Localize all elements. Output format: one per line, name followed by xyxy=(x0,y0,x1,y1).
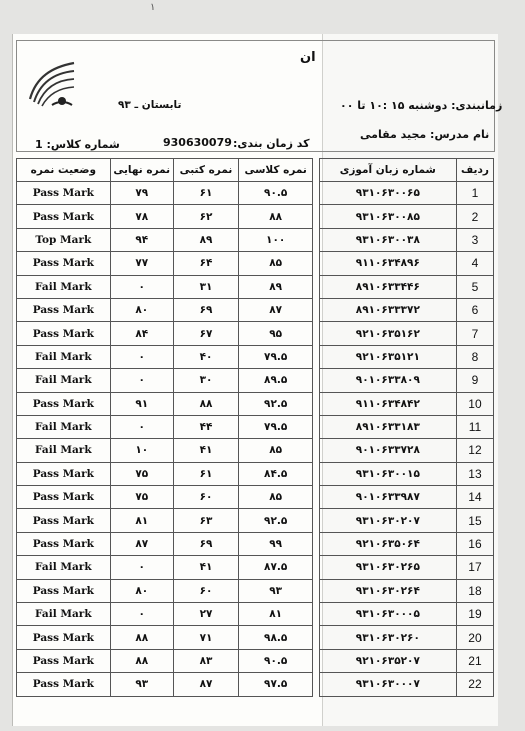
class-grade-cell: ۸۷ xyxy=(239,298,313,321)
col-header-final: نمره نهایی xyxy=(110,159,173,182)
row-number-cell: 20 xyxy=(456,626,493,649)
written-grade-cell: ۶۱ xyxy=(173,462,238,485)
class-grade-cell: ۹۰.۵ xyxy=(239,182,313,205)
table-row xyxy=(17,415,494,438)
student-id-cell: ۸۹۱۰۶۳۳۱۸۳ xyxy=(319,415,456,438)
status-cell: Pass Mark xyxy=(17,298,111,321)
col-header-written: نمره کتبی xyxy=(173,159,238,182)
status-cell: Pass Mark xyxy=(17,509,111,532)
final-grade-cell: ۷۷ xyxy=(110,252,173,275)
class-number: شماره کلاس: 1 xyxy=(35,138,120,151)
written-grade-cell: ۴۴ xyxy=(173,415,238,438)
table-row xyxy=(17,532,494,555)
table-row xyxy=(17,345,494,368)
written-grade-cell: ۶۳ xyxy=(173,509,238,532)
written-grade-cell: ۳۰ xyxy=(173,369,238,392)
status-cell: Fail Mark xyxy=(17,603,111,626)
student-id-cell: ۹۰۱۰۶۳۳۹۸۷ xyxy=(319,486,456,509)
row-number-cell: 9 xyxy=(456,369,493,392)
student-id-cell: ۸۹۱۰۶۳۳۳۷۲ xyxy=(319,298,456,321)
status-cell: Pass Mark xyxy=(17,673,111,696)
table-row xyxy=(17,182,494,205)
table-row xyxy=(17,603,494,626)
table-row xyxy=(17,579,494,602)
status-cell: Pass Mark xyxy=(17,252,111,275)
class-grade-cell: ۹۲.۵ xyxy=(239,392,313,415)
final-grade-cell: ۹۱ xyxy=(110,392,173,415)
status-cell: Fail Mark xyxy=(17,345,111,368)
written-grade-cell: ۴۱ xyxy=(173,556,238,579)
class-grade-cell: ۸۹ xyxy=(239,275,313,298)
written-grade-cell: ۸۹ xyxy=(173,228,238,251)
student-id-cell: ۹۳۱۰۶۳۰۰۸۵ xyxy=(319,205,456,228)
table-row xyxy=(17,228,494,251)
status-cell: Fail Mark xyxy=(17,275,111,298)
status-cell: Fail Mark xyxy=(17,439,111,462)
row-number-cell: 1 xyxy=(456,182,493,205)
course-code: 930630079 xyxy=(163,136,232,149)
final-grade-cell: ۰ xyxy=(110,603,173,626)
status-cell: Pass Mark xyxy=(17,532,111,555)
table-row xyxy=(17,322,494,345)
col-header-status: وضعیت نمره xyxy=(17,159,111,182)
row-number-cell: 11 xyxy=(456,415,493,438)
table-row xyxy=(17,275,494,298)
status-cell: Fail Mark xyxy=(17,556,111,579)
class-grade-cell: ۹۸.۵ xyxy=(239,626,313,649)
row-number-cell: 17 xyxy=(456,556,493,579)
row-number-cell: 12 xyxy=(456,439,493,462)
status-cell: Pass Mark xyxy=(17,392,111,415)
written-grade-cell: ۶۴ xyxy=(173,252,238,275)
class-grade-cell: ۷۹.۵ xyxy=(239,345,313,368)
class-grade-cell: ۸۵ xyxy=(239,252,313,275)
written-grade-cell: ۶۹ xyxy=(173,532,238,555)
row-number-cell: 21 xyxy=(456,649,493,672)
col-header-class: نمره کلاسی xyxy=(239,159,313,182)
status-cell: Pass Mark xyxy=(17,322,111,345)
status-cell: Pass Mark xyxy=(17,462,111,485)
table-row xyxy=(17,392,494,415)
student-id-cell: ۹۳۱۰۶۳۰۲۶۴ xyxy=(319,579,456,602)
table-row xyxy=(17,556,494,579)
status-cell: Top Mark xyxy=(17,228,111,251)
student-id-cell: ۹۳۱۰۶۳۰۰۱۵ xyxy=(319,462,456,485)
written-grade-cell: ۶۹ xyxy=(173,298,238,321)
final-grade-cell: ۸۰ xyxy=(110,579,173,602)
class-grade-cell: ۹۵ xyxy=(239,322,313,345)
class-grade-cell: ۸۸ xyxy=(239,205,313,228)
status-cell: Pass Mark xyxy=(17,182,111,205)
student-id-cell: ۹۳۱۰۶۳۰۰۶۵ xyxy=(319,182,456,205)
col-header-student-id: شماره زبان آموزی xyxy=(319,159,456,182)
student-id-cell: ۹۲۱۰۶۳۵۱۶۲ xyxy=(319,322,456,345)
student-id-cell: ۹۰۱۰۶۳۳۸۰۹ xyxy=(319,369,456,392)
status-cell: Pass Mark xyxy=(17,205,111,228)
course-code-label: کد زمان بندی: xyxy=(233,137,310,150)
final-grade-cell: ۹۳ xyxy=(110,673,173,696)
status-cell: Fail Mark xyxy=(17,369,111,392)
class-grade-cell: ۸۹.۵ xyxy=(239,369,313,392)
student-id-cell: ۸۹۱۰۶۳۳۴۴۶ xyxy=(319,275,456,298)
student-id-cell: ۹۳۱۰۶۳۰۲۶۵ xyxy=(319,556,456,579)
class-grade-cell: ۸۱ xyxy=(239,603,313,626)
final-grade-cell: ۰ xyxy=(110,556,173,579)
written-grade-cell: ۳۱ xyxy=(173,275,238,298)
final-grade-cell: ۱۰ xyxy=(110,439,173,462)
final-grade-cell: ۰ xyxy=(110,275,173,298)
written-grade-cell: ۴۱ xyxy=(173,439,238,462)
row-number-cell: 14 xyxy=(456,486,493,509)
written-grade-cell: ۲۷ xyxy=(173,603,238,626)
status-cell: Pass Mark xyxy=(17,486,111,509)
final-grade-cell: ۰ xyxy=(110,415,173,438)
written-grade-cell: ۶۱ xyxy=(173,182,238,205)
student-id-cell: ۹۲۱۰۶۳۵۰۶۴ xyxy=(319,532,456,555)
institute-logo-icon xyxy=(22,55,80,113)
row-number-cell: 7 xyxy=(456,322,493,345)
col-header-row-number: ردیف xyxy=(456,159,493,182)
student-id-cell: ۹۳۱۰۶۳۰۲۰۷ xyxy=(319,509,456,532)
class-grade-cell: ۸۵ xyxy=(239,486,313,509)
student-id-cell: ۹۳۱۰۶۳۰۰۰۷ xyxy=(319,673,456,696)
status-cell: Fail Mark xyxy=(17,415,111,438)
row-number-cell: 4 xyxy=(456,252,493,275)
written-grade-cell: ۸۳ xyxy=(173,649,238,672)
table-row xyxy=(17,439,494,462)
final-grade-cell: ۷۵ xyxy=(110,486,173,509)
student-id-cell: ۹۳۱۰۶۳۰۰۰۵ xyxy=(319,603,456,626)
class-grade-cell: ۸۵ xyxy=(239,439,313,462)
student-id-cell: ۹۲۱۰۶۳۵۲۰۷ xyxy=(319,649,456,672)
table-row xyxy=(17,205,494,228)
student-id-cell: ۹۱۱۰۶۳۴۸۴۲ xyxy=(319,392,456,415)
class-grade-cell: ۹۹ xyxy=(239,532,313,555)
table-row xyxy=(17,649,494,672)
table-header-row xyxy=(17,159,494,182)
student-id-cell: ۹۳۱۰۶۳۰۲۶۰ xyxy=(319,626,456,649)
status-cell: Pass Mark xyxy=(17,626,111,649)
final-grade-cell: ۸۴ xyxy=(110,322,173,345)
class-grade-cell: ۹۳ xyxy=(239,579,313,602)
table-row xyxy=(17,509,494,532)
pen-mark: ۱ xyxy=(150,2,156,13)
written-grade-cell: ۶۲ xyxy=(173,205,238,228)
table-row xyxy=(17,369,494,392)
teacher-name: نام مدرس: مجید مقامی xyxy=(360,128,490,141)
row-number-cell: 18 xyxy=(456,579,493,602)
row-number-cell: 6 xyxy=(456,298,493,321)
row-number-cell: 19 xyxy=(456,603,493,626)
row-number-cell: 5 xyxy=(456,275,493,298)
row-number-cell: 2 xyxy=(456,205,493,228)
institute-title: ان xyxy=(300,50,316,65)
written-grade-cell: ۶۷ xyxy=(173,322,238,345)
status-cell: Pass Mark xyxy=(17,649,111,672)
row-number-cell: 13 xyxy=(456,462,493,485)
written-grade-cell: ۸۷ xyxy=(173,673,238,696)
written-grade-cell: ۸۸ xyxy=(173,392,238,415)
grades-table xyxy=(16,158,494,697)
written-grade-cell: ۶۰ xyxy=(173,486,238,509)
final-grade-cell: ۸۸ xyxy=(110,626,173,649)
class-grade-cell: ۸۷.۵ xyxy=(239,556,313,579)
written-grade-cell: ۴۰ xyxy=(173,345,238,368)
table-row xyxy=(17,673,494,696)
row-number-cell: 15 xyxy=(456,509,493,532)
student-id-cell: ۹۰۱۰۶۳۳۷۲۸ xyxy=(319,439,456,462)
table-row xyxy=(17,486,494,509)
season-text: تابستان ـ ۹۳ xyxy=(118,99,182,111)
student-id-cell: ۹۳۱۰۶۳۰۰۳۸ xyxy=(319,228,456,251)
class-grade-cell: ۹۷.۵ xyxy=(239,673,313,696)
final-grade-cell: ۸۸ xyxy=(110,649,173,672)
status-cell: Pass Mark xyxy=(17,579,111,602)
table-row xyxy=(17,298,494,321)
student-id-cell: ۹۱۱۰۶۳۴۸۹۶ xyxy=(319,252,456,275)
class-grade-cell: ۸۴.۵ xyxy=(239,462,313,485)
row-number-cell: 22 xyxy=(456,673,493,696)
table-row xyxy=(17,252,494,275)
class-grade-cell: ۹۰.۵ xyxy=(239,649,313,672)
table-row xyxy=(17,626,494,649)
written-grade-cell: ۶۰ xyxy=(173,579,238,602)
final-grade-cell: ۸۱ xyxy=(110,509,173,532)
final-grade-cell: ۷۹ xyxy=(110,182,173,205)
final-grade-cell: ۸۰ xyxy=(110,298,173,321)
schedule-text: زمانبندی: دوشنبه ۱۵ :۱۰ تا ۰۰ xyxy=(340,99,503,112)
final-grade-cell: ۷۸ xyxy=(110,205,173,228)
row-number-cell: 8 xyxy=(456,345,493,368)
row-number-cell: 3 xyxy=(456,228,493,251)
table-row xyxy=(17,462,494,485)
row-number-cell: 10 xyxy=(456,392,493,415)
class-grade-cell: ۹۲.۵ xyxy=(239,509,313,532)
written-grade-cell: ۷۱ xyxy=(173,626,238,649)
final-grade-cell: ۰ xyxy=(110,345,173,368)
class-grade-cell: ۱۰۰ xyxy=(239,228,313,251)
class-grade-cell: ۷۹.۵ xyxy=(239,415,313,438)
final-grade-cell: ۷۵ xyxy=(110,462,173,485)
student-id-cell: ۹۲۱۰۶۳۵۱۲۱ xyxy=(319,345,456,368)
final-grade-cell: ۰ xyxy=(110,369,173,392)
row-number-cell: 16 xyxy=(456,532,493,555)
final-grade-cell: ۹۴ xyxy=(110,228,173,251)
final-grade-cell: ۸۷ xyxy=(110,532,173,555)
